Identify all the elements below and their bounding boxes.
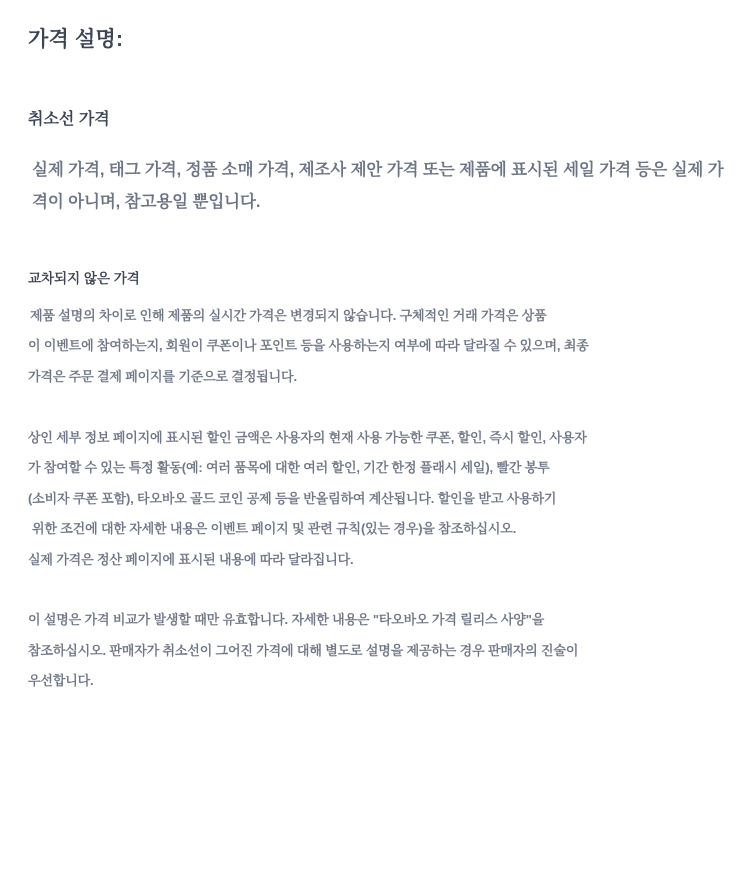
paragraph-block-pricing-variance (28, 301, 728, 393)
paragraph-block-price-comparison-validity (28, 605, 728, 697)
page-title: 가격 설명: (28, 28, 124, 51)
paragraph-line: 제품 설명의 차이로 인해 제품의 실시간 가격은 변경되지 않습니다. 구체적인 거래 가격은 상품 (30, 307, 547, 323)
paragraph-line: 가격은 주문 결제 페이지를 기준으로 결정됩니다. (28, 369, 297, 385)
paragraph-block-discount-calculation (28, 423, 728, 576)
section-strike-price (28, 109, 728, 218)
paragraph-line: 상인 세부 정보 페이지에 표시된 할인 금액은 사용자의 현재 사용 가능한 쿠폰, 할인, 즉시 할인, 사용자 (28, 429, 587, 445)
strike-price-heading: 취소선 가격 (28, 111, 110, 129)
paragraph-line: 이 이벤트에 참여하는지, 회원이 쿠폰이나 포인트 등을 사용하는지 여부에 따라 달라질 수 있으며, 최종 (28, 338, 589, 354)
section-non-crossed-price (28, 270, 728, 697)
paragraph-line: 위한 조건에 대한 자세한 내용은 이벤트 페이지 및 관련 규칙(있는 경우)을 참조하십시오. (32, 521, 517, 537)
paragraph-line: 가 참여할 수 있는 특정 활동(예: 여러 품목에 대한 여러 할인, 기간 한정 플래시 세일), 빨간 봉투 (28, 460, 550, 476)
paragraph-line: 실제 가격은 정산 페이지에 표시된 내용에 따라 달라집니다. (28, 551, 354, 567)
non-crossed-price-heading: 교차되지 않은 가격 (28, 271, 140, 287)
paragraph-line: (소비자 쿠폰 포함), 타오바오 골드 코인 공제 등을 반올림하여 계산됩니다. 할인을 받고 사용하기 (28, 490, 557, 506)
paragraph-line: 이 설명은 가격 비교가 발생할 때만 유효합니다. 자세한 내용은 "타오바오 가격 릴리스 사양"을 (28, 612, 545, 628)
paragraph-line: 참조하십시오. 판매자가 취소선이 그어진 가격에 대해 별도로 설명을 제공하는 경우 판매자의 진술이 (28, 642, 579, 658)
strike-price-lead-text: 실제 가격, 태그 가격, 정품 소매 가격, 제조사 제안 가격 또는 제품에 표시된 세일 가격 등은 실제 가격이 아니며, 참고용일 뿐입니다. (32, 160, 724, 211)
paragraph-line: 우선합니다. (28, 673, 94, 689)
